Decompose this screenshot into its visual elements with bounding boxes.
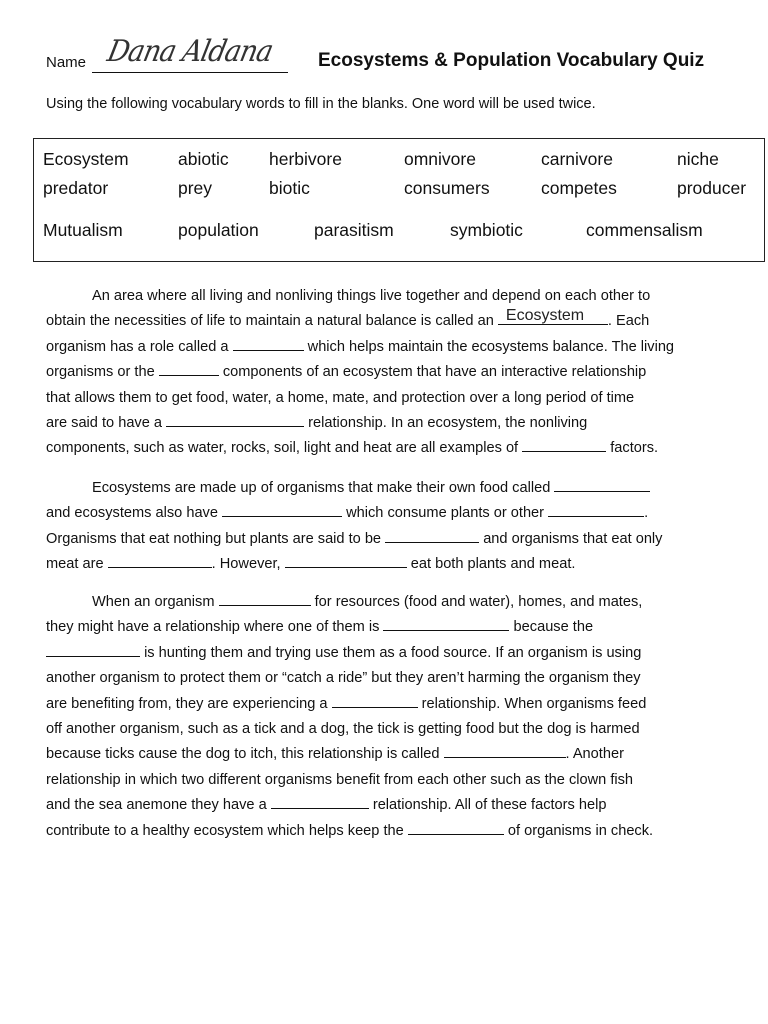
blank-4[interactable] (166, 411, 304, 427)
blank-18[interactable] (408, 819, 504, 835)
passage-text: are said to have a (46, 415, 163, 432)
passage-text: . However, (211, 556, 281, 573)
answer-text: Ecosystem (505, 307, 585, 325)
blank-14[interactable] (46, 641, 140, 657)
passage-text: components of an ecosystem that have an interactive relationship (222, 364, 647, 381)
passage-text: which consume plants or other (346, 505, 545, 522)
passage-text: obtain the necessities of life to maintain a natural balance is called an (46, 313, 494, 330)
passage-text: factors. (610, 440, 659, 457)
word-bank-item: predator (43, 178, 109, 198)
passage-text: another organism to protect them or “catch a ride” but they aren’t harming the organism they (46, 670, 641, 687)
blank-11[interactable] (285, 552, 407, 568)
blank-8[interactable] (548, 501, 644, 517)
blank-3[interactable] (159, 360, 219, 376)
word-bank-item: consumers (404, 178, 490, 198)
instructions: Using the following vocabulary words to fill in the blanks. One word will be used twice. (46, 96, 596, 112)
page-title: Ecosystems & Population Vocabulary Quiz (318, 50, 705, 71)
word-bank-item: niche (677, 149, 719, 169)
word-bank-item: symbiotic (450, 220, 523, 240)
blank-17[interactable] (271, 793, 369, 809)
name-field[interactable] (92, 72, 288, 73)
passage-text: meat are (46, 556, 104, 573)
paragraph-1 (46, 284, 736, 462)
passage-text: relationship. All of these factors help (372, 797, 607, 814)
word-bank (33, 138, 765, 262)
blank-12[interactable] (219, 590, 311, 606)
passage-text: relationship. In an ecosystem, the nonliving (308, 415, 588, 432)
passage-text: because the (513, 619, 594, 636)
word-bank-item: Ecosystem (43, 149, 129, 169)
paragraph-3 (46, 590, 736, 844)
passage-text: organisms or the (46, 364, 155, 381)
blank-6[interactable] (554, 476, 650, 492)
paragraph-2 (46, 476, 736, 578)
student-signature: Dana Aldana (104, 34, 276, 69)
passage-text: and the sea anemone they have a (46, 797, 267, 814)
blank-10[interactable] (108, 552, 212, 568)
passage-text: Ecosystems are made up of organisms that make their own food called (92, 480, 551, 496)
blank-1[interactable] (498, 309, 608, 325)
passage-text: . Another (565, 746, 624, 763)
blank-16[interactable] (444, 742, 566, 758)
passage-text: off another organism, such as a tick and a dog, the tick is getting food but the dog is harmed (46, 721, 640, 738)
passage-text: . (644, 505, 649, 522)
blank-5[interactable] (522, 436, 606, 452)
blank-7[interactable] (222, 501, 342, 517)
name-label: Name (46, 54, 87, 71)
word-bank-item: commensalism (586, 220, 703, 240)
blank-2[interactable] (233, 335, 304, 351)
passage-text: When an organism (92, 594, 215, 610)
word-bank-item: population (178, 220, 259, 240)
passage-text: relationship in which two different organisms benefit from each other such as the clown fish (46, 771, 634, 788)
quiz-header (46, 34, 736, 84)
blank-13[interactable] (383, 615, 509, 631)
passage-text: because ticks cause the dog to itch, this relationship is called (46, 746, 440, 763)
passage-text: Organisms that eat nothing but plants are said to be (46, 530, 382, 547)
blank-9[interactable] (385, 527, 479, 543)
passage-text: are benefiting from, they are experiencing a (46, 695, 328, 712)
passage-text: eat both plants and meat. (410, 556, 576, 573)
passage-text: and ecosystems also have (46, 505, 218, 522)
passage-text: is hunting them and trying use them as a food source. If an organism is using (144, 644, 642, 661)
passage-text: organism has a role called a (46, 338, 229, 355)
passage-text: components, such as water, rocks, soil, light and heat are all examples of (46, 440, 519, 457)
passage-text: contribute to a healthy ecosystem which helps keep the (46, 822, 404, 839)
passage-text: which helps maintain the ecosystems balance. The living (307, 338, 675, 355)
word-bank-item: parasitism (314, 220, 394, 240)
blank-15[interactable] (332, 692, 418, 708)
passage-text: and organisms that eat only (483, 530, 663, 547)
word-bank-item: abiotic (178, 149, 229, 169)
passage-text: of organisms in check. (507, 822, 654, 839)
passage-text: relationship. When organisms feed (421, 695, 647, 712)
passage-text: that allows them to get food, water, a home, mate, and protection over a long period of time (46, 389, 635, 406)
word-bank-item: competes (541, 178, 617, 198)
passage-text: An area where all living and nonliving things live together and depend on each other to (92, 288, 651, 304)
passage-text: they might have a relationship where one of them is (46, 619, 380, 636)
word-bank-item: prey (178, 178, 213, 198)
word-bank-item: carnivore (541, 149, 613, 169)
passage-text: . Each (607, 313, 650, 330)
word-bank-item: Mutualism (43, 220, 123, 240)
word-bank-item: producer (677, 178, 747, 198)
word-bank-item: herbivore (269, 149, 342, 169)
word-bank-item: omnivore (404, 149, 476, 169)
passage-text: for resources (food and water), homes, and mates, (314, 594, 643, 610)
word-bank-item: biotic (269, 178, 310, 198)
